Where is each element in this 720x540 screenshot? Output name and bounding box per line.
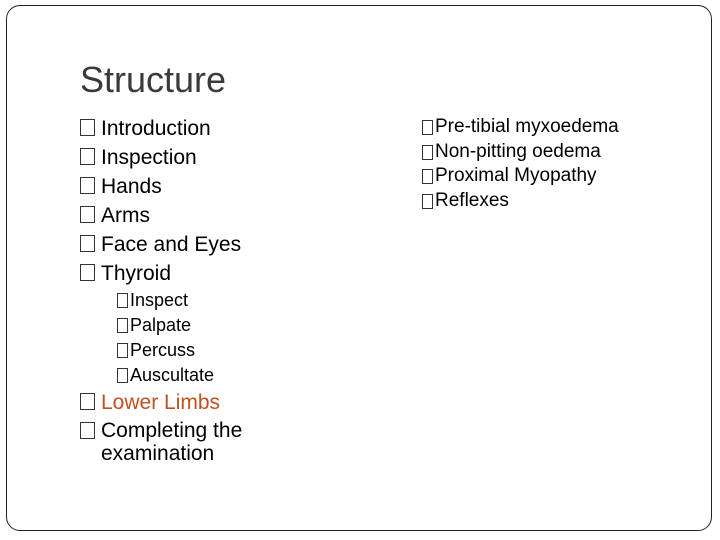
square-bullet-icon xyxy=(80,264,95,281)
right-item-pretibial-myxoedema xyxy=(422,115,619,140)
slide-title: Structure xyxy=(80,59,227,100)
square-bullet-icon xyxy=(80,422,95,439)
list-item-label: Arms xyxy=(101,204,150,227)
unknown-glyph-bullet-icon xyxy=(117,343,128,358)
sub-item-label: Inspect xyxy=(130,290,189,310)
unknown-glyph-bullet-icon xyxy=(422,169,433,184)
square-bullet-icon xyxy=(80,235,95,252)
list-item-label: Inspection xyxy=(101,146,197,169)
unknown-glyph-bullet-icon xyxy=(422,120,433,135)
sub-item-label: Auscultate xyxy=(130,365,215,385)
right-item-reflexes xyxy=(422,189,619,214)
right-item-proximal-myopathy xyxy=(422,164,619,189)
square-bullet-icon xyxy=(80,206,95,223)
unknown-glyph-bullet-icon xyxy=(422,194,433,209)
square-bullet-icon xyxy=(80,119,95,136)
list-item-completing-the-examination xyxy=(80,417,291,465)
square-bullet-icon xyxy=(80,148,95,165)
square-bullet-icon xyxy=(80,177,95,194)
unknown-glyph-bullet-icon xyxy=(422,145,433,160)
sub-item-auscultate xyxy=(80,363,291,388)
list-item-label: Hands xyxy=(101,175,162,198)
square-bullet-icon xyxy=(80,393,95,410)
sub-item-percuss xyxy=(80,338,291,363)
list-item-hands xyxy=(80,172,291,201)
list-item-label: Thyroid xyxy=(101,262,172,285)
right-item-label: Non-pitting oedema xyxy=(435,140,601,162)
right-bullet-list xyxy=(422,115,619,213)
list-item-face-and-eyes xyxy=(80,230,291,259)
sub-item-label: Percuss xyxy=(130,340,196,360)
unknown-glyph-bullet-icon xyxy=(117,318,128,333)
sub-item-palpate xyxy=(80,313,291,338)
list-item-label-highlighted: Lower Limbs xyxy=(101,391,221,414)
list-item-label: Face and Eyes xyxy=(101,233,242,256)
list-item-label: Introduction xyxy=(101,117,211,140)
right-item-label: Proximal Myopathy xyxy=(435,165,597,186)
list-item-inspection xyxy=(80,143,291,172)
left-bullet-list xyxy=(80,114,291,465)
unknown-glyph-bullet-icon xyxy=(117,368,128,383)
list-item-arms xyxy=(80,201,291,230)
list-item-introduction xyxy=(80,114,291,143)
sub-item-inspect xyxy=(80,288,291,313)
list-item-thyroid xyxy=(80,259,291,288)
list-item-label: Completing the examination xyxy=(101,419,243,465)
list-item-lower-limbs xyxy=(80,388,291,417)
right-item-label: Reflexes xyxy=(435,189,509,211)
unknown-glyph-bullet-icon xyxy=(117,293,128,308)
right-item-label: Pre-tibial myxoedema xyxy=(435,116,619,137)
sub-item-label: Palpate xyxy=(130,315,192,335)
right-item-non-pitting-oedema xyxy=(422,140,619,165)
